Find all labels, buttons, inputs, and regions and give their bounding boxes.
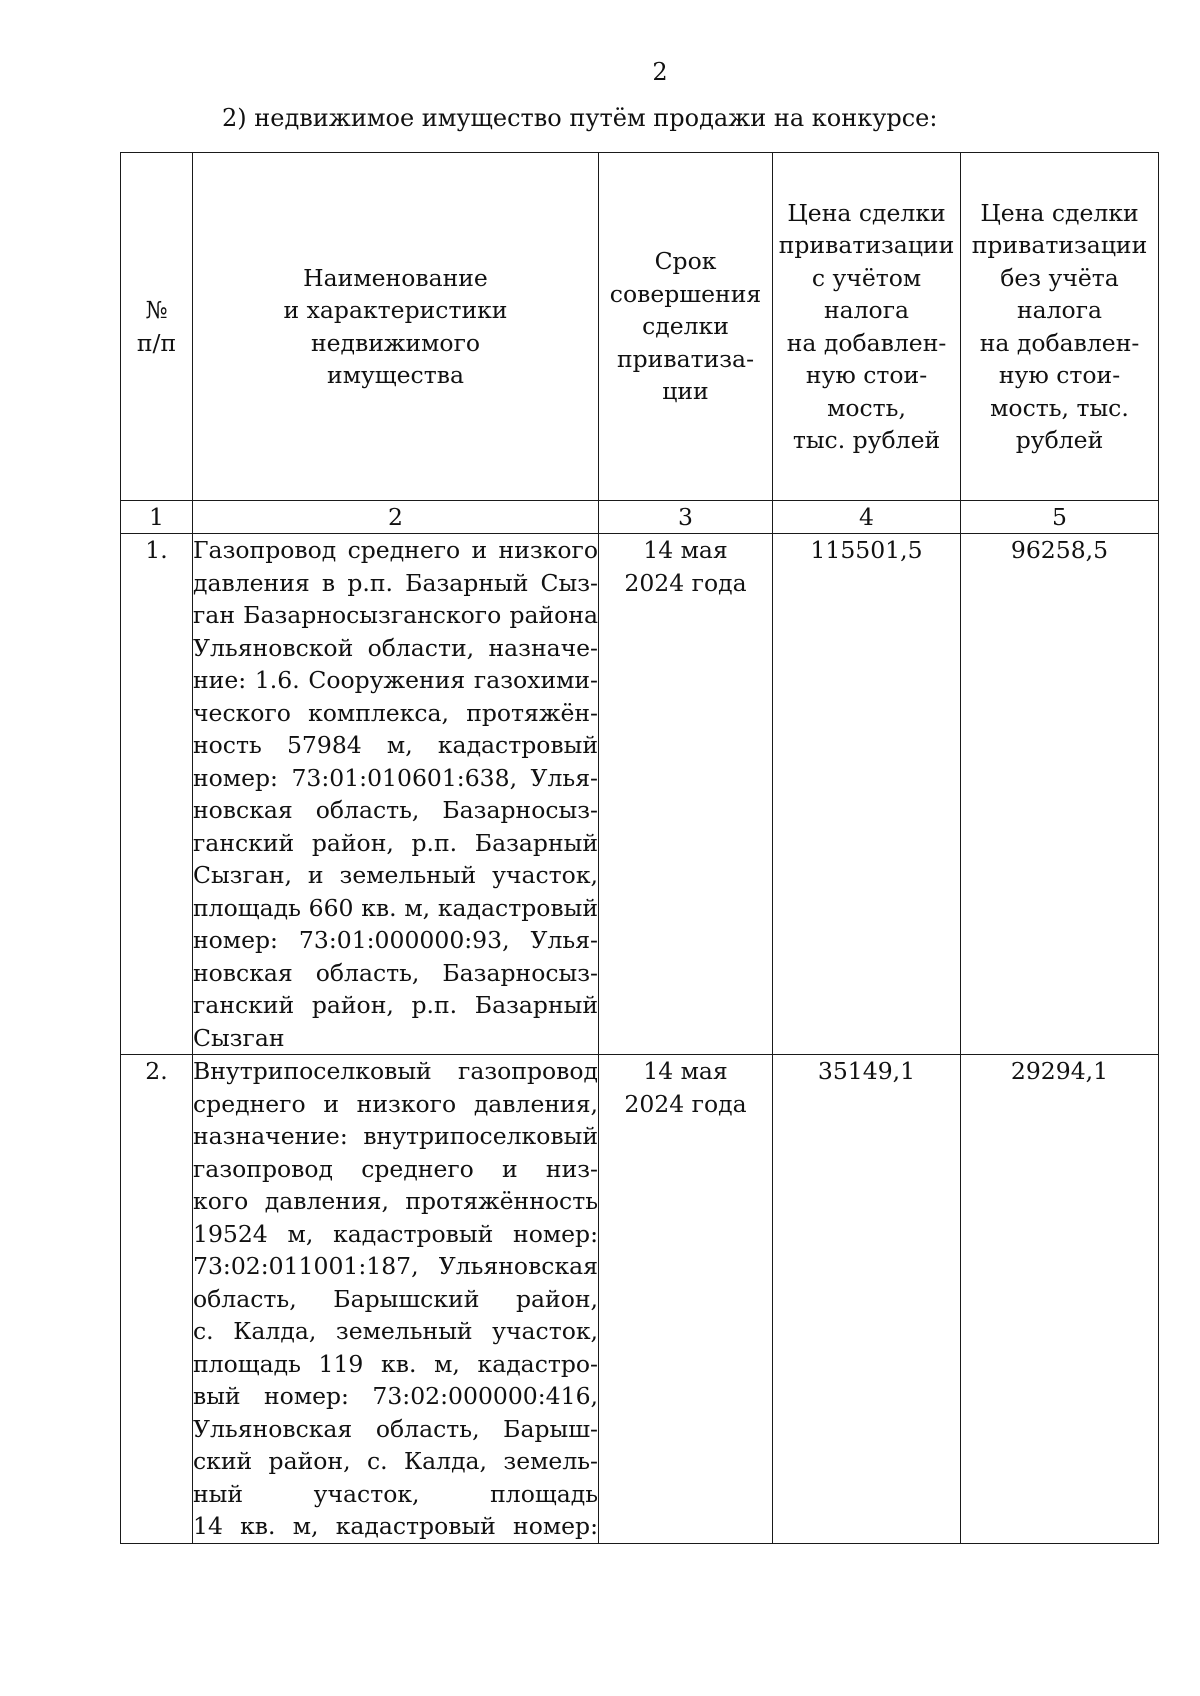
description-line: ность 57984 м, кадастровый (193, 731, 598, 759)
header-line: приватизации (778, 231, 955, 259)
header-line: п/п (136, 328, 177, 357)
description-line: с. Калда, земельный участок, (193, 1317, 598, 1345)
header-cell-term (599, 153, 773, 501)
column-number: 1 (121, 501, 193, 534)
description-line: вый номер: 73:02:000000:416, (193, 1382, 598, 1410)
term-line: 14 мая (643, 1057, 728, 1085)
description-line: 19524 м, кадастровый номер: (193, 1219, 598, 1248)
privatization-term (599, 534, 773, 1055)
description-line: кого давления, протяжённость (193, 1187, 598, 1215)
table-row (121, 534, 1159, 1055)
description-line: Ульяновская область, Барыш- (193, 1414, 598, 1443)
section-intro: 2) недвижимое имущество путём продажи на конкурсе: (222, 104, 938, 132)
table-row (121, 1055, 1159, 1544)
header-line: с учётом (811, 263, 922, 292)
description-line: ганский район, р.п. Базарный (193, 828, 598, 857)
header-line: без учёта (1000, 263, 1119, 292)
header-line: на добавлен- (786, 328, 947, 357)
privatization-term (599, 1055, 773, 1544)
term-line: 14 мая (643, 536, 728, 564)
description-line: 73:02:011001:187, Ульяновская (193, 1252, 598, 1280)
row-number: 2. (121, 1055, 193, 1544)
header-row (121, 153, 1159, 501)
header-cell-price-without-vat (961, 153, 1159, 501)
description-line: новская область, Базарносыз- (193, 796, 598, 824)
header-line: мость, (827, 393, 906, 422)
header-line: ции (662, 377, 709, 406)
header-line: недвижимого (310, 328, 481, 357)
description-line: номер: 73:01:010601:638, Улья- (193, 763, 598, 792)
header-line: налога (1016, 296, 1103, 324)
header-line: на добавлен- (979, 328, 1140, 357)
header-cell-number (121, 153, 193, 501)
description-line: Сызган, и земельный участок, (193, 861, 598, 889)
description-line: ние: 1.6. Сооружения газохими- (193, 666, 598, 694)
column-number: 3 (599, 501, 773, 534)
header-line: сделки (642, 312, 729, 341)
header-line: налога (823, 296, 910, 324)
price-with-vat: 35149,1 (773, 1055, 961, 1544)
price-with-vat: 115501,5 (773, 534, 961, 1055)
description-line: ный участок, площадь (193, 1479, 598, 1508)
header-line: мость, тыс. (990, 393, 1129, 422)
header-line: № (145, 296, 168, 324)
column-number: 4 (773, 501, 961, 534)
page-number: 2 (652, 58, 668, 86)
header-line: Наименование (303, 263, 488, 292)
description-line: новская область, Базарносыз- (193, 958, 598, 987)
description-line: площадь 660 кв. м, кадастровый (193, 893, 598, 922)
description-line: Сызган (193, 1023, 285, 1052)
column-number: 5 (961, 501, 1159, 534)
row-number: 1. (121, 534, 193, 1055)
description-line: среднего и низкого давления, (193, 1089, 598, 1118)
description-line: площадь 119 кв. м, кадастро- (193, 1349, 598, 1378)
price-without-vat: 96258,5 (961, 534, 1159, 1055)
header-line: Цена сделки (980, 198, 1139, 227)
header-line: Цена сделки (787, 198, 946, 227)
header-line: совершения (609, 279, 762, 308)
header-cell-price-with-vat (773, 153, 961, 501)
header-line: Срок (654, 247, 717, 276)
description-line: Внутрипоселковый газопровод (193, 1057, 598, 1085)
column-number-row (121, 501, 1159, 534)
term-line: 2024 года (624, 568, 747, 597)
description-line: ганский район, р.п. Базарный (193, 991, 598, 1019)
description-line: ский район, с. Калда, земель- (193, 1447, 598, 1475)
description-line: газопровод среднего и низ- (193, 1154, 598, 1183)
description-line: ческого комплекса, протяжён- (193, 698, 598, 727)
column-number: 2 (193, 501, 599, 534)
description-line: Газопровод среднего и низкого (193, 536, 598, 564)
description-line: 14 кв. м, кадастровый номер: (193, 1512, 598, 1540)
description-line: ган Базарносызганского района (193, 601, 598, 629)
privatization-table (120, 152, 1159, 1544)
description-line: номер: 73:01:000000:93, Улья- (193, 926, 598, 954)
description-line: область, Барышский район, (193, 1284, 598, 1313)
description-line: назначение: внутрипоселковый (193, 1122, 598, 1150)
header-line: рублей (1015, 426, 1104, 454)
header-cell-name (193, 153, 599, 501)
property-description (193, 534, 599, 1055)
property-description (193, 1055, 599, 1544)
description-line: Ульяновской области, назначе- (193, 633, 598, 662)
term-line: 2024 года (624, 1089, 747, 1118)
header-line: ную стои- (998, 361, 1121, 389)
header-line: ную стои- (805, 361, 928, 389)
header-line: и характеристики (283, 296, 508, 324)
price-without-vat: 29294,1 (961, 1055, 1159, 1544)
header-line: тыс. рублей (792, 426, 941, 454)
description-line: давления в р.п. Базарный Сыз- (193, 568, 598, 597)
header-line: приватизации (971, 231, 1148, 259)
header-line: приватиза- (616, 344, 755, 373)
header-line: имущества (327, 361, 464, 389)
